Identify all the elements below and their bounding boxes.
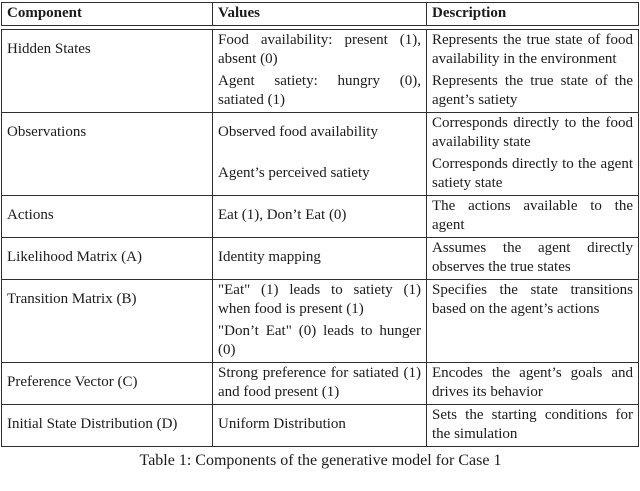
description-cell: Represents the true state of the agent’s satiety xyxy=(427,71,639,113)
description-cell: Corresponds directly to the food availability state xyxy=(427,112,639,154)
value-cell: Identity mapping xyxy=(213,237,427,279)
header-row xyxy=(2,3,639,26)
table-row xyxy=(2,404,639,446)
component-cell: Initial State Distribution (D) xyxy=(2,404,213,446)
component-cell: Hidden States xyxy=(2,29,213,71)
header-cell-component: Component xyxy=(2,3,213,26)
value-cell: Food availability: present (1), absent (0) xyxy=(213,29,427,71)
description-cell: The actions available to the agent xyxy=(427,195,639,237)
component-cell: Transition Matrix (B) xyxy=(2,279,213,321)
description-cell: Represents the true state of food availability in the environment xyxy=(427,29,639,71)
table-row xyxy=(2,195,639,237)
header-cell-description: Description xyxy=(427,3,639,26)
value-cell: Agent satiety: hungry (0), satiated (1) xyxy=(213,71,427,113)
table-row xyxy=(2,112,639,154)
component-cell: Likelihood Matrix (A) xyxy=(2,237,213,279)
table-row xyxy=(2,362,639,404)
value-cell: "Don’t Eat" (0) leads to hunger (0) xyxy=(213,321,427,363)
component-cell: Preference Vector (C) xyxy=(2,362,213,404)
table-caption: Table 1: Components of the generative model for Case 1 xyxy=(139,451,502,469)
description-cell: Specifies the state transitions based on the agent’s actions xyxy=(427,279,639,321)
value-cell: Eat (1), Don’t Eat (0) xyxy=(213,195,427,237)
component-cell: Observations xyxy=(2,112,213,154)
component-cell-empty xyxy=(2,154,213,196)
component-cell: Actions xyxy=(2,195,213,237)
component-cell-empty xyxy=(2,71,213,113)
value-cell: "Eat" (1) leads to satiety (1) when food is present (1) xyxy=(213,279,427,321)
value-cell: Observed food availability xyxy=(213,112,427,154)
table-row xyxy=(2,279,639,321)
description-cell: Corresponds directly to the agent satiety state xyxy=(427,154,639,196)
value-cell: Agent’s perceived satiety xyxy=(213,154,427,196)
table-row xyxy=(2,321,639,363)
table-row xyxy=(2,29,639,71)
header-cell-values: Values xyxy=(213,3,427,26)
description-cell xyxy=(427,321,639,363)
table-row xyxy=(2,237,639,279)
table-header-row xyxy=(1,2,639,26)
component-cell-empty xyxy=(2,321,213,363)
value-cell: Uniform Distribution xyxy=(213,404,427,446)
description-cell: Sets the starting conditions for the simulation xyxy=(427,404,639,446)
value-cell: Strong preference for satiated (1) and food present (1) xyxy=(213,362,427,404)
table-row xyxy=(2,71,639,113)
description-cell: Assumes the agent directly observes the true states xyxy=(427,237,639,279)
description-cell: Encodes the agent’s goals and drives its behavior xyxy=(427,362,639,404)
table-row xyxy=(2,154,639,196)
table-body xyxy=(1,29,639,447)
